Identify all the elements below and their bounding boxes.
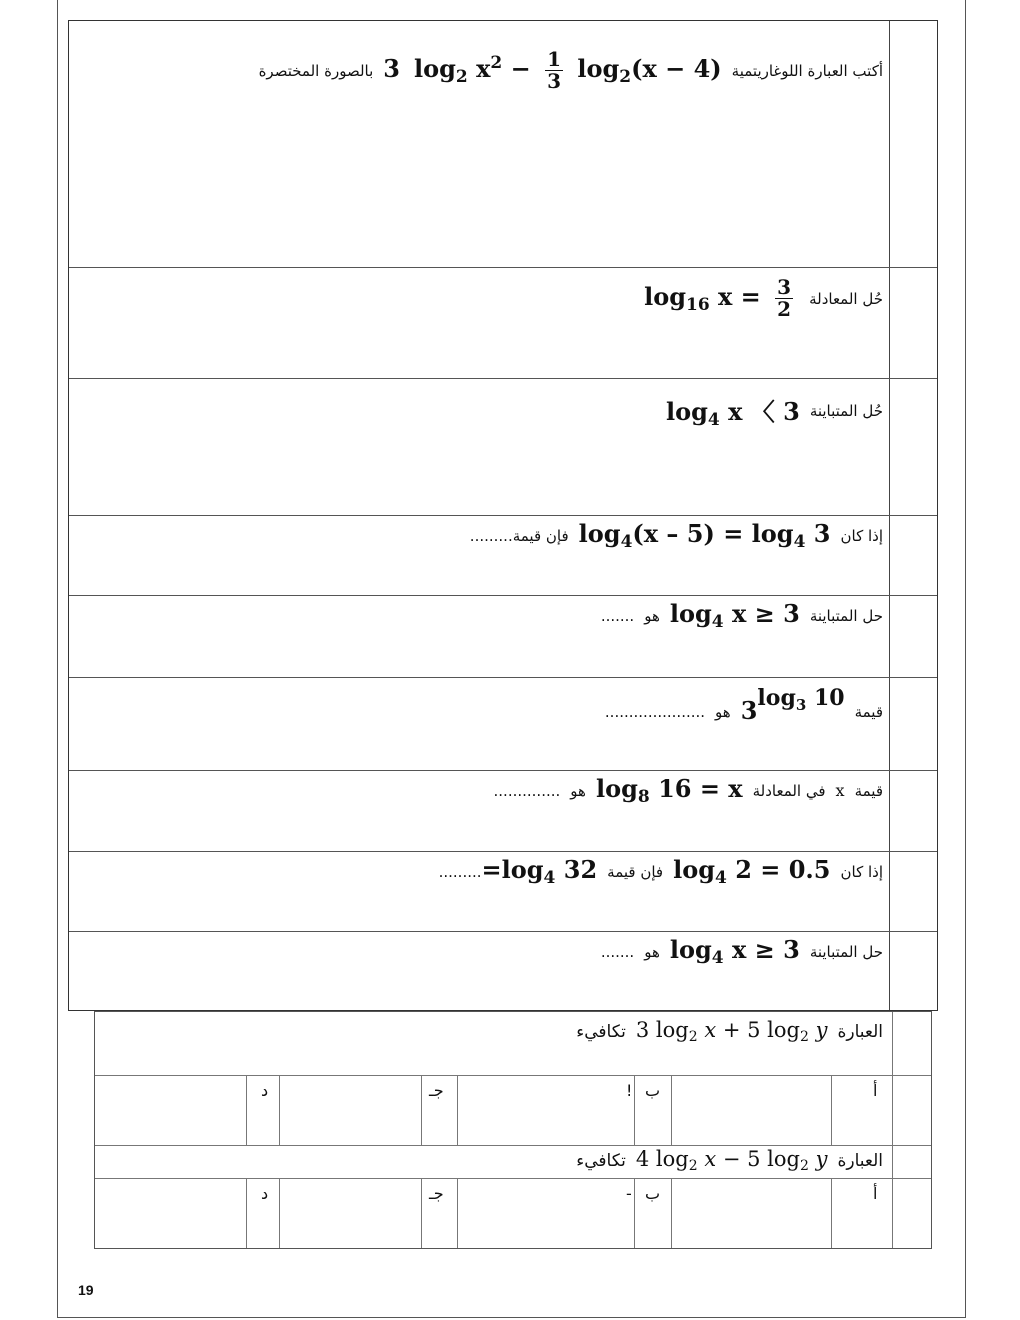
question-9-expression: $\log_4 x \ge 3$ xyxy=(669,935,800,968)
option-c-label[interactable]: جـ xyxy=(429,1081,444,1100)
question-7-expression: $\log_8 16 = x$ xyxy=(595,774,743,807)
question-3 xyxy=(656,392,883,430)
question-8-expression: $\log_4 2 = 0.5$ xyxy=(673,855,831,888)
question-1-expression: 3 $\log_2 x^2$ − $\frac{1}{3}$ $\log_2(x - 4)$ xyxy=(383,47,722,93)
mc-stem-row-2 xyxy=(95,1145,931,1179)
option-c-label-2[interactable]: جـ xyxy=(429,1184,444,1203)
question-2 xyxy=(634,277,883,320)
question-7-prefix: قيمة xyxy=(854,781,883,800)
question-3-text: حُل المتباينة xyxy=(809,402,883,420)
question-8 xyxy=(439,855,883,888)
mc-stem-2-suffix: تكافيء xyxy=(576,1150,626,1171)
question-1 xyxy=(249,49,883,92)
question-row-3 xyxy=(69,378,937,516)
mc-stem-1-prefix: العبارة xyxy=(837,1021,883,1042)
multiple-choice-table xyxy=(94,1011,932,1249)
answer-blank-4[interactable]: ......... xyxy=(469,526,513,545)
answer-blank-9[interactable]: ....... xyxy=(600,942,635,961)
mc-stem-row-1 xyxy=(95,1012,931,1076)
mc-stem-1 xyxy=(566,1018,883,1045)
question-row-9 xyxy=(69,931,937,1012)
question-8-prefix: إذا كان xyxy=(840,862,883,881)
question-5-prefix: حل المتباينة xyxy=(809,606,883,625)
question-row-5 xyxy=(69,595,937,678)
mc-stem-1-suffix: تكافيء xyxy=(576,1021,626,1042)
question-9-mid: هو xyxy=(644,942,660,961)
option-b-fragment: ! xyxy=(626,1081,633,1100)
question-row-1 xyxy=(69,21,937,268)
option-b-label-2[interactable]: ب xyxy=(645,1184,661,1203)
question-5-expression: $\log_4 x \ge 3$ xyxy=(669,599,800,632)
question-8-mid: فإن قيمة xyxy=(607,862,664,881)
question-row-6 xyxy=(69,677,937,771)
question-5-mid: هو xyxy=(644,606,660,625)
option-a-label-2[interactable]: أ xyxy=(873,1184,878,1203)
question-5 xyxy=(601,599,883,632)
question-2-expression: $\log_{16} x$ = $\frac{3}{2}$ xyxy=(644,275,792,321)
question-4 xyxy=(470,519,883,552)
mc-stem-2-prefix: العبارة xyxy=(837,1150,883,1171)
question-row-7 xyxy=(69,770,937,852)
mc-stem-2-expression: 4 $\log_2 x - 5$ $\log_2 y$ xyxy=(635,1147,828,1174)
answer-blank-8[interactable]: ......... xyxy=(438,862,482,881)
answer-blank-5[interactable]: ....... xyxy=(600,606,635,625)
question-row-8 xyxy=(69,851,937,932)
question-8-target: $=\log_4$ 32 xyxy=(481,855,598,888)
question-3-expression: $\log_4 x$ 〈 3 xyxy=(665,397,800,430)
question-9-prefix: حل المتباينة xyxy=(809,942,883,961)
mc-number-column xyxy=(892,1012,893,1248)
question-4-mid: فإن قيمة xyxy=(512,526,569,545)
question-7-var: x xyxy=(835,781,845,800)
question-6-expression: $3^{log_3 10}$ xyxy=(740,685,845,725)
option-a-label[interactable]: أ xyxy=(873,1081,878,1100)
question-9 xyxy=(601,935,883,968)
mc-options-row-1 xyxy=(95,1075,931,1146)
question-7-mid: في المعادلة xyxy=(752,781,826,800)
question-row-2 xyxy=(69,267,937,379)
page-number: 19 xyxy=(78,1282,94,1298)
question-6 xyxy=(605,685,883,725)
fraction-three-halves: $\frac{3}{2}$ xyxy=(777,275,792,321)
question-1-suffix: بالصورة المختصرة xyxy=(258,61,374,80)
option-d-label[interactable]: د xyxy=(261,1081,269,1100)
question-1-prefix: أكتب العبارة اللوغاريتمية xyxy=(731,61,883,80)
question-7 xyxy=(494,774,883,807)
option-b-label[interactable]: ب xyxy=(645,1081,661,1100)
answer-blank-6[interactable]: ..................... xyxy=(604,703,706,721)
question-7-suffix: هو xyxy=(570,781,586,800)
option-b-fragment-2: - xyxy=(626,1184,632,1203)
option-d-label-2[interactable]: د xyxy=(261,1184,269,1203)
question-6-mid: هو xyxy=(715,703,731,721)
mc-stem-1-expression: 3 $\log_2 x + 5$ $\log_2 y$ xyxy=(635,1018,828,1045)
mc-options-row-2 xyxy=(95,1178,931,1248)
question-6-prefix: قيمة xyxy=(854,703,883,721)
question-4-prefix: إذا كان xyxy=(840,526,883,545)
questions-table xyxy=(68,20,938,1011)
question-2-text: حُل المعادلة xyxy=(809,289,883,308)
fraction-one-third: $\frac{1}{3}$ xyxy=(547,47,562,93)
question-row-4 xyxy=(69,515,937,596)
answer-blank-7[interactable]: .............. xyxy=(493,781,561,800)
mc-stem-2 xyxy=(566,1147,883,1174)
question-4-expression: $\log_4(x - 5) = \log_4 3$ xyxy=(578,519,831,552)
